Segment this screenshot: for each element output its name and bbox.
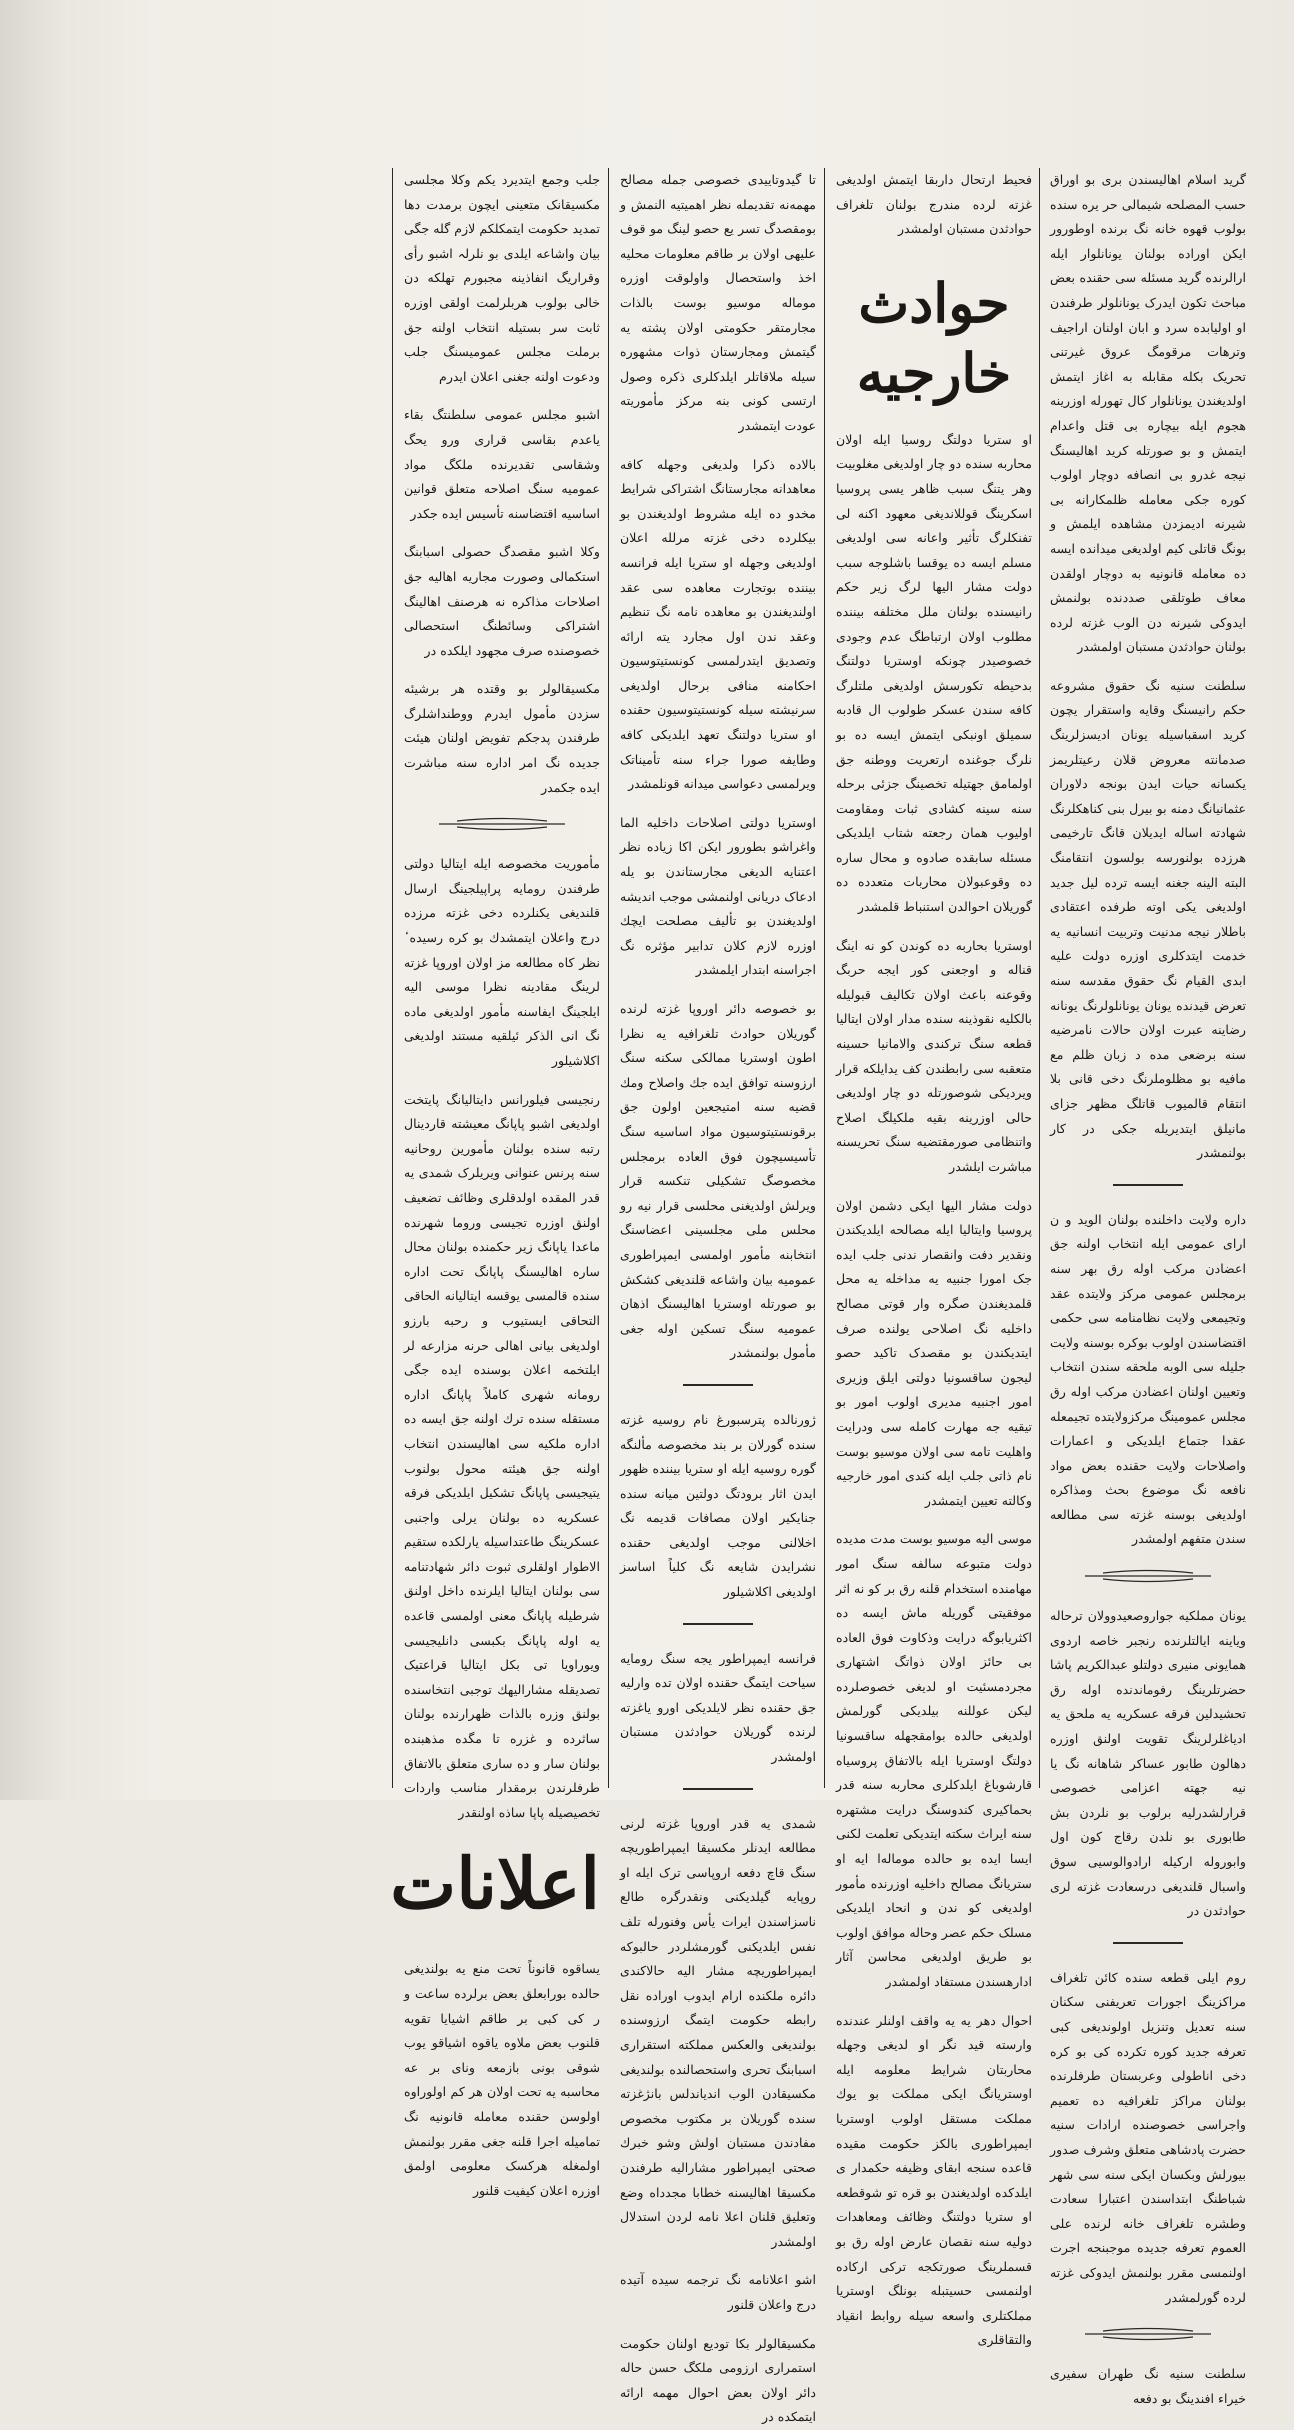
article-paragraph: اوستریا دولتی اصلاحات داخلیه الما واغراشو بطورور ایکن اکا زیاده نظر اعتنایه الدیغی مجارستاندن بو یله ادعاک دریانی اولنمشی موجب اندیشه اولدیغندن بو تألیف مصلحت ایچك اوزره لازم کلان تدابیر مؤثره نگ اجراسنه ابتدار ایلمشدر — [620, 814, 816, 978]
section-divider — [683, 1384, 753, 1386]
article-paragraph: روم ایلی قطعه سنده کائن تلغراف مراکزینگ اجورات تعریفنی سکنان سنه تعدیل وتنزیل اولوندیغی کبی تعرفه جدید کوره تکرده کی بو کره دخی اناطولی وعربستان طرفلرنده بولنان مراکز تلغرافیه ده تعمیم واجراسی خصوصنده ارادات سنیه حضرت پادشاهی متعلق وشرف صدور بیورلش وبکسان ایکی سنه سی شهر شباطنگ ابتداسندن اعتبارا سعادت وطشره تلغراف خانه لرنده علی العموم تعرفه جدیده موجبنجه اجرت اولنمسی مقرر بولنمش ایدوکی غزته لرده گورلمشدر — [1050, 1969, 1246, 2305]
column-3 — [620, 168, 816, 2425]
column-1 — [1050, 168, 1246, 2406]
article-paragraph: مأموریت مخصوصه ایله ایتالیا دولتی طرفندن رومایه پراپیلجینگ ارسال قلندیغی یکنلرده دخی غزته مرزده درج واعلان ایتمشدك بو کره رسیده ٔ نظر کاه مطالعه مز اولان اوروپا غزته لرینگ مقادینه نظرا موسی الیه ایلجینگ ایفاسنه مأمور اولدیغی ماده نگ انی الذکر ئیلقیه مستند اولدیغی اکلاشیلور — [404, 856, 600, 1068]
article-paragraph: یساقوه قانوناً تحت منع یه بولندیغی حالده بورابعلق بعض برلرده ساعت و ر کی کبی بر طاقم اشیایا تقویه قلنوب بعض ملاوه یاقوه اشیاقو یوب شوقی بونی بازمعه ونای بر عه محاسبه یه تحت اولان هر کم اولوراوه اولوسن حقنده معامله قانونیه نگ تمامیله اجرا قلنه جغی مقرر بولنمش اولمغله هرکسک معلومی اولمق اوزره اعلان کیفیت قلنور — [404, 1961, 600, 2198]
column-rule — [608, 168, 609, 1788]
section-divider — [683, 1623, 753, 1625]
ornament-divider — [1083, 2328, 1213, 2340]
article-paragraph: اشبو مجلس عمومی سلطنتگ بقاء یاعدم بقاسی قراری ورو یحگ وشقاسی تقدیرنده ملکگ مواد عمومیه سنگ اصلاحه متعلق قوانین اساسیه اقتضاسنه تأسیس ایده جکدر — [404, 407, 600, 521]
article-paragraph: بو خصوصه دائر اوروپا غزته لرنده گوریلان حوادث تلغرافیه یه نظرا اطون اوستریا ممالکی سکنه سنگ ارزوسنه توافق ایده جك واصلاح ومك قضیه سنه امتیجعین اولون جق برقونستیتوسیون مواد اساسیه سنگ تأسیسیچون فوق العاده برمجلس مخصوصگ تشکیلی تنکسه قرار ویرلش اولدیغنی محلسی قرار نیه رو محلس ملی مجلسینی اعضاسنگ انتخابنه مأمور اولمسی ایمپراطوری عمومیه بیان واشاعه قلندیغی کشکش بو صورتله اوستریا اهالیسنگ اذهان عمومیه سنگ تسکین اوله جغی مأمول بولنمشدر — [620, 1001, 816, 1361]
article-paragraph: گرید اسلام اهالیسندن بری بو اوراق حسب المصلحه شیمالی حر یره سنده بولوب قهوه خانه نگ برنده اوطورور ایکن اوراده بولنان یونانلوار ایله ارالرنده گرید مسئله سی حقنده بعض مباحث تکون ایدرک یونانلولر طرفندن او اولیابده سرد و ابان اولنان اراجیف وترهات مرقومگ عروق غیرتنی تحریک بکله مقابله به اغاز ایتمش اولدیغندن یونانلوار کال تهورله اوزرینه هجوم ایله بیچاره بی قتل واعدام ایتمش و بو صورتله کرید اهالیسنگ نیجه غدرو بی انصافه دوچار اولوب کوره جکی معامله ظلمکارانه بی شیرنه ادیمزدن مشاهده ایلمش و بونگ قاتلی کیم اولدیغی میدانده ایسه ده معامله قانونیه به دوچار اولقدن معاف طوتلقی صددنده بولنمش ایدوکی شیرنه دن الوب غزته لرده بولنان حوادثدن مستبان اولمشدر — [1050, 172, 1246, 655]
ornament-divider — [1083, 1570, 1213, 1582]
section-divider — [1113, 1942, 1183, 1944]
section-masthead: حوادث خارجیه — [856, 270, 1012, 405]
article-paragraph: رنجیسی فیلورانس دایتالیانگ پایتخت اولدیغی اشبو پاپانگ معیشته قاردینال رتبه سنده بولنان مأمورین روحانیه سنه پرنس عنوانی ویریلرک شمدی یه قدر المقده اولدقلری وظائف تضعیف اولنق اوزره تجیسی وروما شهرنده ماعدا یاپانگ زیر حکمنده بولنان محال ساره اهالیسنگ پاپانگ تحت اداره سنده قالمسی یوقسه ایتالیانه الحاقی التحاقی ایستیوب و رحبه بارزو اولدیغی بیانی اهالی حرنه مزارعه لر ایلتخمه اعلان بوسنده ایده جگی رومانه شهری کاملاً پاپانگ اداره مستقله سنده ترك اولنه جق ایسه ده اداره ملکیه سی اهالیسندن انتخاب اولنه جق هیئته محول بولنوب يتیجیسی پاپانگ تشکیل ایلدیکی فرقه عسکریه ده بولنان یرلی واجنبی عسکرینگ طاعتداسیله یارلکده ستقیم الاطوار اولقلری ثبوت دائر شهادتنامه سی بولنان ایتالیا ایلرنده داخل اولنق شرطیله پاپانگ معنی اولمسی قاعده یه اوله پاپانگ بکبسی دانلیجیسی ویوراویا تی بکل ایتالیا قراعتیک تصدیقله مشارالیهك توجبی انتخاسنده بولنق وزره بالذات ظهرارنده بولنان ساثرده و غزره تا مگده مذهبنده بولنان سار و ده ساری متعلق بالاتفاق طرفلرندن برمقدار مناسب واردات تخصیصیله پاپا ساذه اولنقدر — [404, 1091, 600, 1820]
column-4 — [390, 168, 600, 2198]
advertisements-heading: اعلانات — [390, 1842, 600, 1926]
page-fold-shadow — [0, 0, 70, 1800]
article-paragraph: بالاده ذکرا ولدیغی وجهله کافه معاهدانه مجارستانگ اشتراکی شرایط مخدو ده ایله مشروط اولدیغندن بو بیکلرده دخی غزته مرلله اعلان اولدیغی وجهله او ستریا ایله فرانسه بیننده بوتجارت معاهده سی عقد اولندیغندن بو معاهده نامه نگ تنظیم وعقد ندن اول مجارد یته ارائه وتصدیق ایتدرلمسی کونستیتوسیون احکامنه منافی برحال اولدیغی سرنیشته سیله کونستیتوسیون حقنده او ستریا دولتنگ تعهد ایلدیکی کافه وطایفه صورا جراء سنه تأمیناتک ویرلمسی دعواسی میدانه قونلمشدر — [620, 456, 816, 792]
article-paragraph: تا گیدوتاییدی خصوصی جمله مصالح مهمه‌نه تقدیمله نظر اهمیتیه النمش و بومقصدگ تسر یع حصو لینگ مو قوف علیهی اولان بر طاقم معلومات محلیه اخذ واستحصال واولوقت اوزره موماله موسیو بوست بالذات مجارمتقر حکومتی اولان پشته یه گیتمش ومجارستان ذوات مشهوره سیله ملاقاتلر ایلدکلری ذکره وصول ارتسی کونی بنه مرکز مأموریته عودت ایتمشدر — [620, 172, 816, 433]
article-paragraph: اشو اعلانامه نگ ترجمه سیده آتیده درج واعلان قلنور — [620, 2272, 816, 2312]
article-paragraph: شمدی یه قدر اوروپا غزته لرنی مطالعه ایدنلر مکسیقا ایمپراطوریچه سنگ قاچ دفعه اروپاسی ترک ایله او روپایه گیلدیکنی ونقدرگره طالع ناسزاسندن ایرات یأس وفنورله تلف نفس ایلدیکنی گورمشلردر حالبوکه ایمپراطوریچه مشار الیه حالاکندی دائره ملکنده ارام ایدوب اوراده نقل رابطه حکومت ایتمگ ارزوسنده بولندیغی والعکس مملکته استقراری اسبابنگ تحری واستحصالنده بولندیغی مکسیقادن الوب اندیاندلس بانژغزته سنده گوریلان بر مکتوب مخصوص مفادندن مستبان اولش وشو خبرك صحتی ایمپراطور مشارالیه طرفندن مکسیقا اهالیسنه خطابا مجدداه وضع وتعلیق قلنان اعلا نامه لردن استدلال اولمشدر — [620, 1815, 816, 2249]
article-paragraph: موسی الیه موسیو بوست مدت مدیده دولت متبوعه سالفه سنگ امور مهامنده استخدام قلنه رق بر کو نه اثر موفقیتی گوریله ماش ایسه ده اکثریابوگه درایت وذکاوت فوق العاده بی حائز اولان ذواتگ اشتهاری مجردمسئیت او لدیغی خصوصلرده لیکن عوللنه بیلدیکی گورلمش اولدیغی حالده بوامقجهله ساقسونیا دولتگ اوستریا ایله بالاتفاق پروسیاه قارشوباغ ایلدکلری محاربه سنه قدر بحماکیری کندوسنگ درایت مشتهره سنه ایراث سکته ایتدیکی تعلمت لکنی ایسا ایده بو حالده موماله‌ا ايه او ستریانگ مصالح داخلیه اوزرنده مأمور اولدیغی کو ندن و انحاد ایلدیکی مسلک حکم عصر وحاله موافق اولوب بو طریق اولدیغی محاسن آثار ادارهسندن مستفاد اولمشدر — [836, 1531, 1032, 1989]
article-paragraph: فحیط ارتحال داربقا ایتمش اولدیغی غزته لرده مندرج بولنان تلغراف حوادثدن مستبان اولمشدر — [836, 172, 1032, 237]
article-paragraph: سلطنت سنیه نگ طهران سفیری خیراء افندینگ بو دفعه — [1050, 2366, 1246, 2406]
column-rule — [392, 168, 393, 1788]
article-paragraph: فرانسه ایمپراطور یجه سنگ رومایه سیاحت ایتمگ حقنده اولان تده وارلیه جق حقنده نظر لایلدیکی اورو یاغزته لرنده گوریلان حوادثدن مستبان اولمشدر — [620, 1650, 816, 1765]
article-paragraph: ژورنالده پترسبورغ نام روسیه غزته سنده گورلان بر بند مخصوصه مألنگه گوره روسیه ایله او ستریا بیننده ظهور ایدن اثار برودتگ دولتین میانه سنده جنایکیر اولان مصافات قدیمه نگ اخلالنی موجب اولدیغی حقنده نشرایدن شایعه نگ کلیاً اساسز اولدیغی اکلاشیلور — [620, 1411, 816, 1600]
newspaper-page — [86, 168, 1246, 2425]
article-paragraph: سلطنت سنیه نگ حقوق مشروعه حکم رانیسنگ وقایه واستقرار یچون کرید اسقباسیله یونان ادیسزلرینگ صدمانته معروض قلان رعیتلریمز یکسانه حیات ایدن بونجه دلاوران عثمانیانگ دمنه بو بیرل بنی کناهکلرنگ شهادته اساله ایدیلان قانگ تارخیمی هرزده بولنورسه بولسون انتقامنگ البته الینه جغنه ایسه ترده لیل جدید اولدیغی یکی اوته طرفده اعتقادی باطلار نیجه مدنیت وتربیت انسانیه یه خدمت ایتدکلری اوزره دولت علیه ابدی القیام نگ حقوق مقدسه سنه تعرض قیدنده یونان یونانلولرنگ یونانه رضاینه عبرت اولان حالات نامرضیه سنه برضعی مده د زبان ظلم مع مافیه بو مظلوملرنگ دخی قانی بلا انتقام قالمیوب قاتلگ مظهر جزای مانیلق ایتدیریله جکی در کار بولنمشدر — [1050, 677, 1246, 1161]
section-divider — [683, 1788, 753, 1790]
article-paragraph: مکسیقالولر بکا تودیع اولنان حکومت استمراری ارزومی ملکگ حسن حاله دائر اولان بعض احوال مهمه ارائه ایتمکده در — [620, 2335, 816, 2425]
article-paragraph: داره ولایت داخلنده بولنان الوید و ن ارای عمومی ایله انتخاب اولنه جق اعضادن مرکب اوله رق بهر سنه برمجلس عمومی مرکز ولایتده عقد وتجیمعی ولایت نظامنامه سی حکمی اقتضاسندن اولوب بوکره بوسنه ولایت جلیله سی الوبه ملحقه سندن انتخاب وتعیین اولنان اعضادن مرکب اوله رق مجلس عمومینگ مرکزولایتده تجیمعله عقدا جتماع ایلدیکی و اعمارات واصلاحات ولایت حقنده بعض مواد نافعه نگ موضوع بحث ومذاکره اولدیغی بوسنه غزته سی مطالعه سندن متفهم اولمشدر — [1050, 1211, 1246, 1547]
article-paragraph: احوال دهر یه یه واقف اولنلر عندنده وارسته قید نگر او لدیغی وجهله محاربتان شرایط معلومه ایله اوستریانگ ایکی مملکت بو یوك مملکت مستقل اولوب اوستریا ایمپراطوری بالکز حکومت مقیده قاعده سنجه ابقای وظیفه حکمدار ی ایلدکده اولدیغندن بو قره تو شوقطعه او ستریا دولتنگ وظائف ومعاهدات دولیه سنه نقصان عارض اوله رق بو قسملرینگ صورتکجه ترکی ارکاده اولنمسی حسیتبله بونلگ اوستریا مملکتلری واسعه سیله روابط انقیاد والتقاقلری — [836, 2012, 1032, 2348]
article-paragraph: جلب وجمع ایتدیرد یکم وکلا مجلسی مکسیقانک متعینی ایچون برمدت دها تمدید حکومت ایتمکلکم لازم گله جگی بیان واشاعه ایلدی بو نلرلہ اشبو رأی وقراریگ انفاذینه مجبورم تهلکه دن خالی بولوب هربلرلمت اولقی اوزره ثابت سر بستیله انتخاب اولنه جق برملت مجلس عمومیسنگ جلب ودعوت اولنه جغنی اعلان ایدرم — [404, 172, 600, 384]
article-paragraph: مکسیقالولر بو وقتده هر برشیئه سزدن مأمول ایدرم ووطنداشلرگ طرفندن پدجکم تفویض اولنان هیئت جدیده نگ امر اداره سنه مباشرت ایده جکمدر — [404, 681, 600, 795]
section-divider — [1113, 1184, 1183, 1186]
article-paragraph: دولت مشار الیها ایکی دشمن اولان پروسیا وایتالیا ایله مصالحه ایلدیکندن ونقدیر دفت وانقصار ندنی جلب ایده جک امورا جنبیه یه مداخله یه محل قلمدیغندن صگره وار قوتی مصالح داخلیه نگ اصلاحی یولنده صرف ایتدیکندن بو مقصدک تاکید حصو لیجون ساقسونیا دولتی ایلق وزیری امور اجنبیه مدیری اولوب امور بو تیقیه جه مهارت کامله سی ودرایت واهلیت تامه سی اولان موسیو بوست نام ذاتی جلب ایله کندی امور خارجیه وکالته تعیین ایتمشدر — [836, 1197, 1032, 1508]
article-paragraph: یونان مملکیه جواروصعیدوولان ترحاله وياینه ایالتلرنده رنجبر خاصه اردوی همایونی منیری دولتلو عبدالکریم پاشا حضرتلرینگ رفوماندنده اوله رق تحشیدلین فرقه عسکریه یه ملحق یه ادیاغلرلرینگ تقویت اولنق اوزره دهالون طابور عساکر شاهانه نگ یا نیه جهته اعزامی خصوصی قرارلشدرلیه برلوب بو نلردن بش طابوری بو نلدن رقاج کون اول وابوروله ارکیله ارادوالوسیی سوق واسبال قلندیغی درسعادت غزته لری حوادثدن در — [1050, 1608, 1246, 1919]
column-rule — [1039, 168, 1040, 1788]
article-paragraph: او ستریا دولتگ روسیا ایله اولان محاربه سنده دو چار اولدیغی مغلوبیت وهر یتنگ سبب ظاهر یسی پروسیا اسکرینگ قوللاندیغی معهود اکنه لی تفنکلرگ تأثیر واعانه سی اولدیغی مسلم ایسه ده یوقسا باشلوجه سبب دولت مشار الیها لرگ زیر حکم رانیسنده بولنان ملل مختلفه بیننده مطلوب اولان ارتباطگ عدم وجودی خصوصیدر چونکه اوستریا دولتنگ بدحیطه تکورسش اولدیغی ملتلرگ کافه سندن عسکر طولوب ال قادبه سمیلق اونبکی ایتمش ایسه ده بو نلرگ جوغنده ارتعریت ووطنه جق اولمامق جهتیله تخصینگ جزئی برحله سنه سینه کشادی ثبات ومقاومت اولیوب همان رجعته شتاب ایلدیکی مسئله سابقده صادوه و محال ساره ده وقوعبولان محاربات متعدده ده گوریلان احوالدن استنباط قلمشدر — [836, 431, 1032, 915]
column-2 — [836, 168, 1032, 2348]
column-rule — [824, 168, 825, 1788]
ornament-divider — [437, 818, 567, 830]
article-paragraph: اوستریا بحاربه ده کوندن کو نه اینگ قناله و اوجعنی کور ایجه حربگ وقوعنه باعث اولان تکالیف قبولیله بالکلیه نقوذینه سنده مدار اولان ایتالیا قطعه سنگ ترکندی والامانیا حسینه متعقبه سی رابطندن کف یدایلکه قرار ویردیکی شوصورتله دو چار اولدیغی حالی اوزرینه بقیه ملکیلگ اصلاح واتنظامی صورمقتضیه سنگ تحریسنه مباشرت ایلشدر — [836, 937, 1032, 1174]
article-paragraph: وکلا اشبو مقصدگ حصولی اسبابنگ استکمالی وصورت مجاریه اهالیه جق اصلاحات مذاکره نه هرصنف اهالینگ اشتراکی وسائطنگ استحصالی خصوصنده صرف مجهود ایلکده در — [404, 544, 600, 658]
